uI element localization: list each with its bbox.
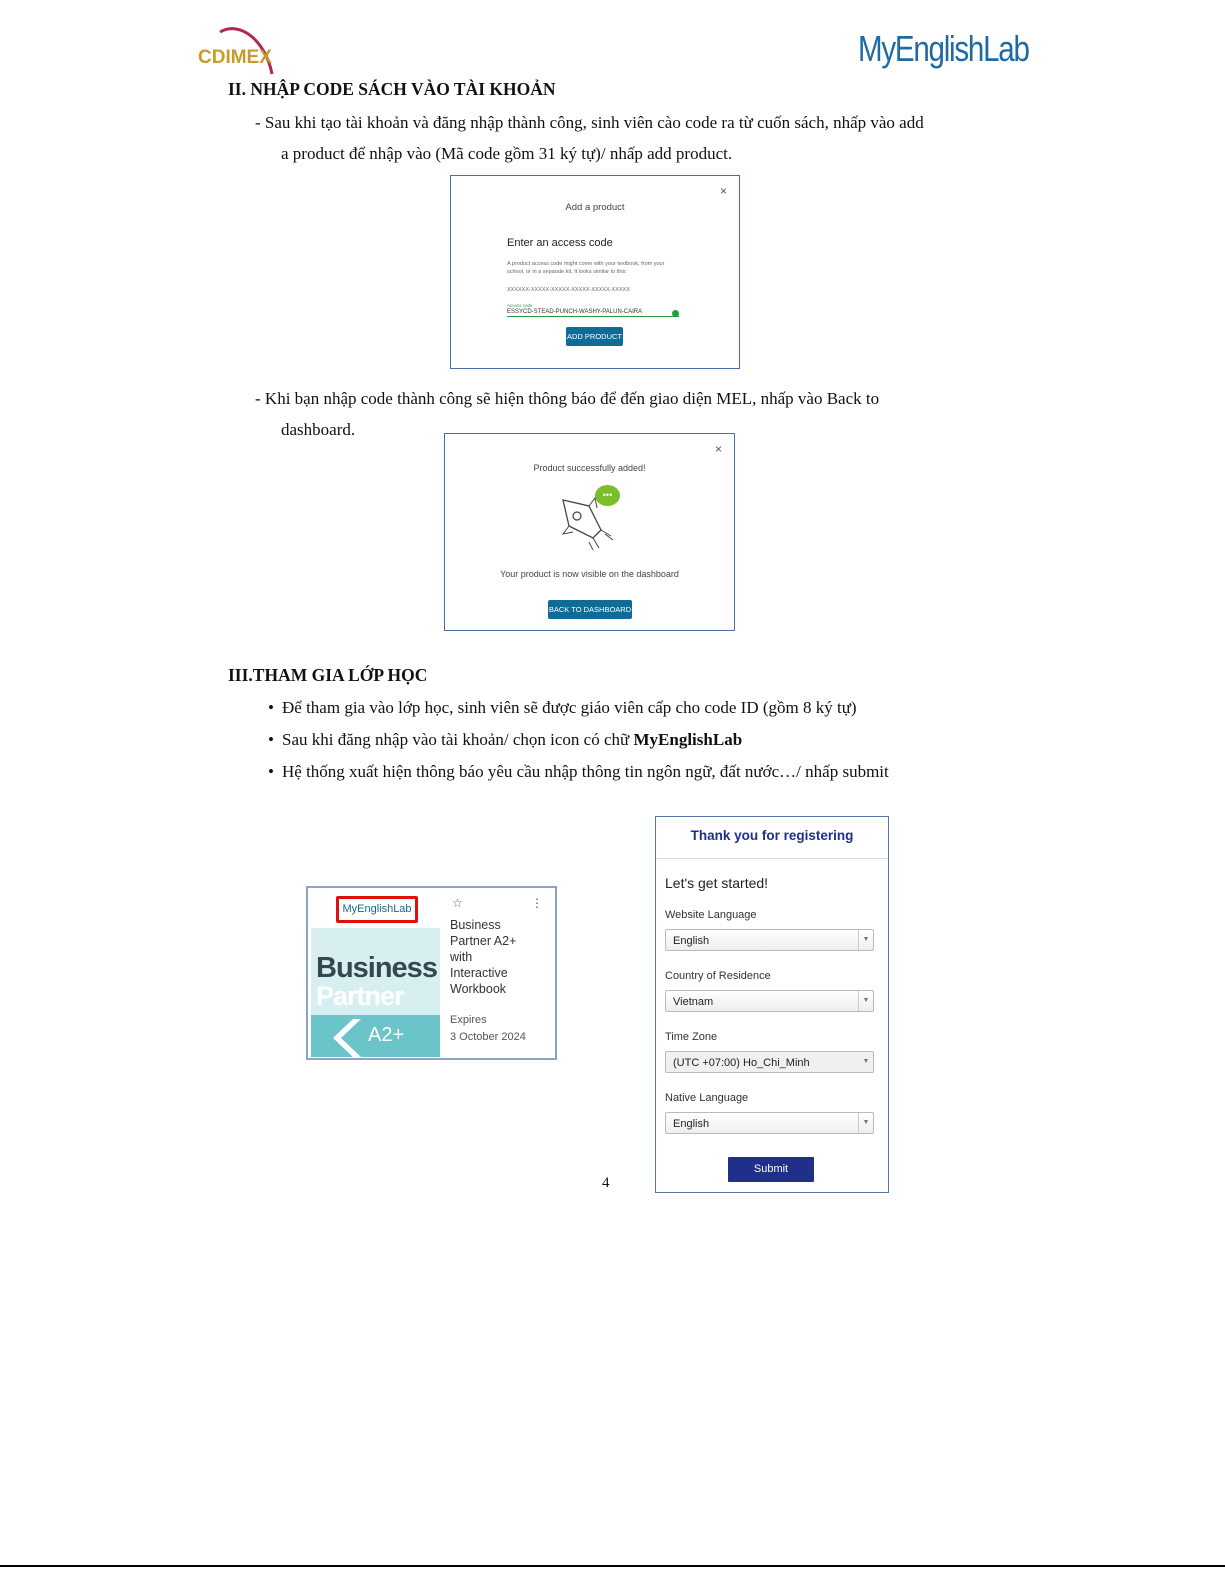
dropdown-arrow-icon: ▼ — [858, 991, 873, 1011]
book-title: Business Partner A2+ with Interactive Workbook — [450, 918, 517, 996]
native-language-label: Native Language — [665, 1092, 749, 1104]
success-message: Your product is now visible on the dashboard — [500, 569, 679, 579]
time-zone-select[interactable]: (UTC +07:00) Ho_Chi_Minh ▼ — [665, 1051, 874, 1073]
country-select[interactable]: Vietnam ▼ — [665, 990, 874, 1012]
chat-bubble-icon: ••• — [595, 485, 620, 506]
close-icon[interactable]: × — [714, 442, 722, 456]
bottom-rule — [0, 1565, 1225, 1567]
access-code-label: Access code — [507, 303, 533, 308]
website-language-label: Website Language — [665, 909, 757, 921]
myenglishlab-brand[interactable]: MyEnglishLab — [336, 896, 418, 923]
access-code-heading: Enter an access code — [507, 237, 613, 249]
dropdown-arrow-icon: ▼ — [858, 930, 873, 950]
dropdown-arrow-icon: ▼ — [858, 1113, 873, 1133]
registration-panel — [655, 816, 889, 1193]
myenglishlab-logo: MyEnglishLab — [858, 28, 1029, 69]
check-icon — [672, 310, 679, 317]
section2-heading: II. NHẬP CODE SÁCH VÀO TÀI KHOẢN — [228, 79, 556, 99]
cover-word-business: Business — [316, 952, 437, 984]
menu-icon[interactable]: ⋮ — [531, 896, 543, 910]
submit-button[interactable]: Submit — [728, 1157, 814, 1182]
access-code-input[interactable]: ESSYCD-STEAD-PUNCH-WASHY-PALUN-CAIRA — [507, 309, 679, 317]
bullet-item-1: • Để tham gia vào lớp học, sinh viên sẽ được giáo viên cấp cho code ID (gồm 8 ký tự) — [268, 698, 857, 717]
section2-para2-line2: dashboard. — [281, 420, 356, 439]
add-product-modal — [450, 175, 740, 369]
add-product-button[interactable]: ADD PRODUCT — [566, 327, 623, 346]
star-icon[interactable]: ☆ — [452, 896, 463, 910]
expires-label: Expires — [450, 1014, 487, 1026]
myenglishlab-bold: MyEnglishLab — [633, 730, 743, 749]
dropdown-arrow-icon: ▼ — [862, 1058, 870, 1065]
section3-heading: III.THAM GIA LỚP HỌC — [228, 665, 428, 685]
success-modal — [444, 433, 735, 631]
website-language-select[interactable]: English ▼ — [665, 929, 874, 951]
modal-title: Add a product — [565, 202, 625, 213]
cover-level: A2+ — [368, 1024, 405, 1046]
cdimex-logo — [196, 22, 280, 82]
section2-para2-line1: - Khi bạn nhập code thành công sẽ hiện thông báo để đến giao diện MEL, nhấp vào Back to — [255, 389, 880, 408]
bullet-item-2: • Sau khi đăng nhập vào tài khoản/ chọn icon có chữ MyEnglishLab — [268, 730, 743, 749]
page-number: 4 — [602, 1175, 610, 1191]
cdimex-logo-text: CDIMEX — [198, 47, 272, 68]
section2-para1-line1: - Sau khi tạo tài khoản và đăng nhập thành công, sinh viên cào code ra từ cuốn sách, nhấp vào add — [255, 113, 924, 132]
time-zone-label: Time Zone — [665, 1031, 718, 1043]
expires-date: 3 October 2024 — [450, 1031, 526, 1043]
cover-word-partner: Partner — [316, 981, 404, 1011]
country-label: Country of Residence — [665, 970, 771, 982]
chevron-left-icon — [333, 1019, 363, 1057]
access-code-format: XXXXXX-XXXXX-XXXXX-XXXXX-XXXXX-XXXXX — [507, 287, 630, 293]
registration-subtitle: Let's get started! — [665, 875, 769, 891]
section2-para1-line2: a product để nhập vào (Mã code gồm 31 ký tự)/ nhấp add product. — [281, 144, 733, 163]
success-title: Product successfully added! — [533, 463, 646, 473]
registration-title: Thank you for registering — [656, 817, 888, 859]
native-language-select[interactable]: English ▼ — [665, 1112, 874, 1134]
close-icon[interactable]: × — [719, 184, 727, 198]
book-cover — [311, 928, 440, 1057]
bullet-item-3: • Hệ thống xuất hiện thông báo yêu cầu nhập thông tin ngôn ngữ, đất nước…/ nhấp submit — [268, 762, 889, 781]
access-code-description: A product access code might come with your textbook, from your school, or in a separate kit. It looks similar to this: — [507, 261, 665, 275]
product-card[interactable] — [306, 886, 557, 1060]
back-to-dashboard-button[interactable]: BACK TO DASHBOARD — [548, 600, 632, 619]
